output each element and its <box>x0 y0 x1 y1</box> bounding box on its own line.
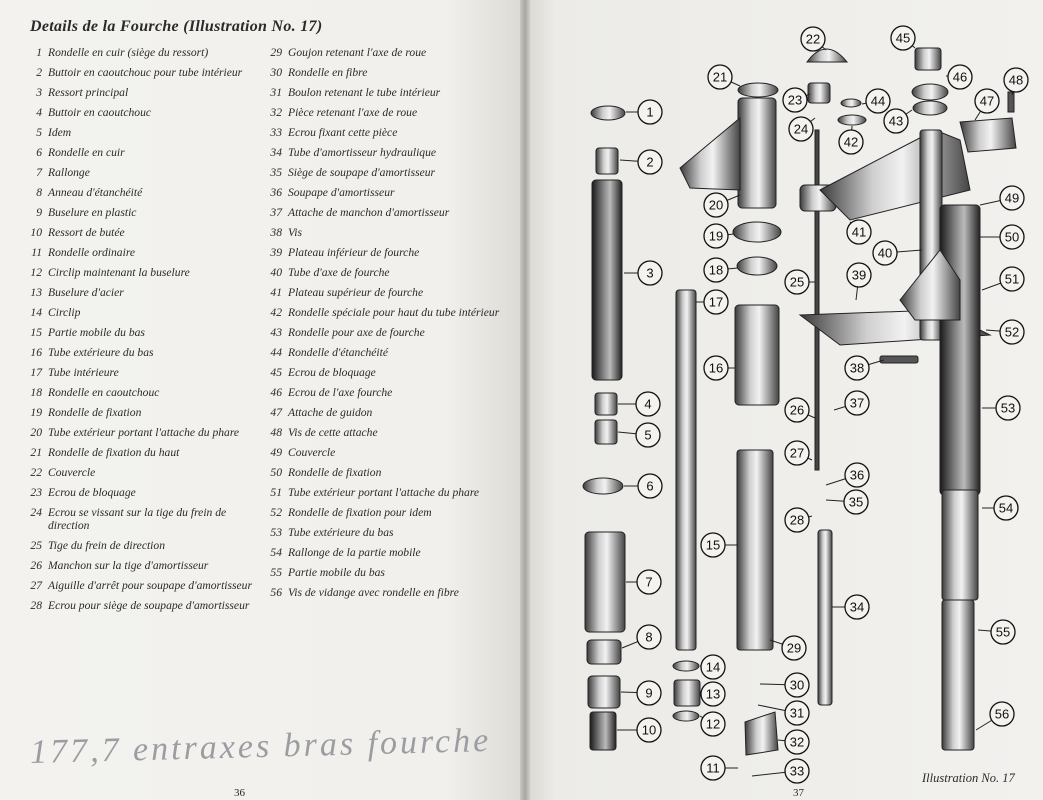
sliding-member <box>737 450 773 650</box>
item-number: 14 <box>30 306 42 319</box>
parts-list-item <box>262 186 512 199</box>
page-number-right: 37 <box>793 787 804 799</box>
callout-label: 11 <box>706 760 720 776</box>
outer-tube <box>940 205 980 495</box>
item-number: 51 <box>270 486 282 499</box>
item-number: 6 <box>36 146 42 159</box>
damper-tube <box>818 530 832 705</box>
callout-label: 10 <box>641 722 657 738</box>
callout-label: 33 <box>789 763 805 779</box>
item-number: 22 <box>30 466 42 479</box>
parts-list-column-1 <box>22 46 254 619</box>
callout-label: 2 <box>646 154 654 170</box>
item-description: Vis de vidange avec rondelle en fibre <box>288 586 459 599</box>
item-description: Circlip <box>48 306 81 319</box>
item-description: Rondelle de fixation <box>48 406 142 419</box>
callout-label: 15 <box>705 537 721 553</box>
item-number: 44 <box>270 346 282 359</box>
item-description: Plateau supérieur de fourche <box>288 286 424 299</box>
item-number: 16 <box>30 346 42 359</box>
callout-label: 24 <box>793 121 809 137</box>
handwritten-note: 177,7 entraxes bras fourche <box>29 721 492 772</box>
parts-list-item <box>22 246 254 259</box>
item-number: 28 <box>30 599 42 612</box>
page-title: Details de la Fourche (Illustration No. 17) <box>30 18 323 35</box>
callout-label: 12 <box>705 716 721 732</box>
item-description: Rondelle en caoutchouc <box>48 386 160 399</box>
item-number: 10 <box>30 226 42 239</box>
wheel-clamp <box>745 712 778 755</box>
callout-label: 34 <box>849 599 865 615</box>
item-description: Tube extérieur portant l'attache du phare <box>288 486 480 499</box>
parts-list-item <box>22 326 254 339</box>
callout-label: 36 <box>849 467 865 483</box>
fixing-washer <box>733 222 781 242</box>
item-number: 20 <box>30 426 42 439</box>
parts-list-item <box>262 326 512 339</box>
item-number: 4 <box>36 106 42 119</box>
callout-label: 54 <box>998 500 1014 516</box>
item-description: Rondelle de fixation <box>288 466 382 479</box>
buffer-small <box>595 393 617 415</box>
item-description: Ecrou pour siège de soupape d'amortisseur <box>48 599 250 612</box>
item-description: Partie mobile du bas <box>288 566 385 579</box>
callout-label: 47 <box>979 93 995 109</box>
item-description: Aiguille d'arrêt pour soupape d'amortisseur <box>48 579 252 592</box>
callout-label: 35 <box>848 494 864 510</box>
rebound-spring <box>590 712 616 750</box>
item-number: 53 <box>270 526 282 539</box>
callout-label: 42 <box>843 134 859 150</box>
headlamp-bracket <box>680 118 740 190</box>
lower-slider <box>942 600 974 750</box>
item-number: 9 <box>36 206 42 219</box>
callout-label: 43 <box>888 113 904 129</box>
callout-label: 13 <box>705 686 721 702</box>
callout-label: 6 <box>646 478 654 494</box>
parts-list-item <box>22 506 254 532</box>
rubber-buffer <box>596 148 618 174</box>
item-description: Rondelle en fibre <box>288 66 368 79</box>
parts-list-item <box>262 566 512 579</box>
parts-list-item <box>262 246 512 259</box>
callout-label: 23 <box>787 92 803 108</box>
item-number: 54 <box>270 546 282 559</box>
parts-list-item <box>22 539 254 552</box>
parts-list-item <box>22 146 254 159</box>
callout-label: 19 <box>708 228 724 244</box>
item-number: 38 <box>270 226 282 239</box>
item-description: Ecrou fixant cette pièce <box>288 126 398 139</box>
item-description: Tube extérieure du bas <box>288 526 394 539</box>
parts-list-item <box>262 506 512 519</box>
fork-exploded-diagram <box>530 0 1043 800</box>
parts-list-item <box>262 86 512 99</box>
callout-label: 39 <box>851 267 867 283</box>
parts-list-item <box>262 486 512 499</box>
item-number: 35 <box>270 166 282 179</box>
inner-tube <box>676 290 696 650</box>
parts-list-item <box>262 106 512 119</box>
item-description: Tube d'axe de fourche <box>288 266 390 279</box>
parts-list-item <box>22 226 254 239</box>
item-number: 19 <box>30 406 42 419</box>
parts-list-item <box>22 206 254 219</box>
item-number: 26 <box>30 559 42 572</box>
parts-list-item <box>262 426 512 439</box>
item-description: Ecrou de bloquage <box>48 486 136 499</box>
parts-list-item <box>262 406 512 419</box>
page-number-left: 36 <box>234 787 245 799</box>
item-description: Tube extérieur portant l'attache du phare <box>48 426 240 439</box>
clamp-screw <box>1008 92 1014 112</box>
parts-list-item <box>22 166 254 179</box>
item-description: Vis <box>288 226 302 239</box>
item-description: Tige du frein de direction <box>48 539 165 552</box>
handlebar-clamp <box>960 118 1016 152</box>
callout-label: 5 <box>644 427 652 443</box>
parts-list-item <box>22 366 254 379</box>
callout-label: 41 <box>851 224 867 240</box>
callout-label: 14 <box>705 659 721 675</box>
callout-label: 32 <box>789 734 805 750</box>
item-description: Rondelle pour axe de fourche <box>288 326 425 339</box>
parts-list-item <box>262 46 512 59</box>
item-number: 18 <box>30 386 42 399</box>
item-number: 3 <box>36 86 42 99</box>
parts-list-item <box>262 286 512 299</box>
stem-nut <box>915 48 941 70</box>
item-number: 55 <box>270 566 282 579</box>
callout-label: 37 <box>849 395 865 411</box>
screw <box>880 356 918 363</box>
item-description: Soupape d'amortisseur <box>288 186 395 199</box>
item-description: Ecrou se vissant sur la tige du frein de direction <box>48 506 227 532</box>
item-description: Manchon sur la tige d'amortisseur <box>48 559 209 572</box>
item-description: Tube d'amortisseur hydraulique <box>288 146 437 159</box>
parts-list-item <box>22 286 254 299</box>
item-description: Ressort de butée <box>48 226 125 239</box>
item-number: 11 <box>31 246 42 259</box>
item-description: Ressort principal <box>48 86 129 99</box>
steel-bush <box>674 680 700 706</box>
callout-label: 9 <box>645 685 653 701</box>
callout-label: 50 <box>1004 229 1020 245</box>
item-description: Rondelle ordinaire <box>48 246 136 259</box>
lock-nut <box>808 83 830 103</box>
item-description: Rallonge <box>48 166 90 179</box>
special-washer <box>838 115 866 125</box>
parts-list-item <box>262 346 512 359</box>
circlip <box>673 661 699 671</box>
parts-list-item <box>262 226 512 239</box>
callout-label: 18 <box>708 262 724 278</box>
item-description: Attache de guidon <box>288 406 373 419</box>
extension-tube <box>585 532 625 632</box>
item-number: 40 <box>270 266 282 279</box>
parts-list-item <box>22 559 254 572</box>
callout-label: 20 <box>708 197 724 213</box>
item-number: 29 <box>270 46 282 59</box>
callout-label: 30 <box>789 677 805 693</box>
parts-list-column-2 <box>262 46 512 606</box>
callout-label: 40 <box>877 245 893 261</box>
parts-list-item <box>22 86 254 99</box>
item-description: Buselure en plastic <box>48 206 137 219</box>
parts-list-item <box>262 206 512 219</box>
item-number: 13 <box>30 286 42 299</box>
circlip-2 <box>673 711 699 721</box>
parts-list-item <box>262 266 512 279</box>
item-description: Tube extérieure du bas <box>48 346 154 359</box>
parts-list-item <box>22 266 254 279</box>
callout-label: 25 <box>789 274 805 290</box>
parts-list-item <box>22 446 254 459</box>
item-number: 31 <box>270 86 282 99</box>
item-number: 45 <box>270 366 282 379</box>
item-number: 46 <box>270 386 282 399</box>
item-number: 36 <box>270 186 282 199</box>
parts-list-item <box>262 586 512 599</box>
main-spring <box>592 180 622 380</box>
item-number: 7 <box>36 166 42 179</box>
item-number: 52 <box>270 506 282 519</box>
parts-list-item <box>262 466 512 479</box>
item-description: Rondelle spéciale pour haut du tube intérieur <box>288 306 500 319</box>
parts-list-item <box>22 466 254 479</box>
callout-label: 48 <box>1008 72 1024 88</box>
callout-label: 28 <box>789 512 805 528</box>
callout-label: 46 <box>952 69 968 85</box>
plastic-bush <box>588 676 620 708</box>
item-description: Siège de soupape d'amortisseur <box>288 166 436 179</box>
item-number: 39 <box>270 246 282 259</box>
item-number: 27 <box>30 579 42 592</box>
oil-seal <box>587 640 621 664</box>
item-description: Couvercle <box>48 466 96 479</box>
item-description: Anneau d'étanchéité <box>48 186 143 199</box>
parts-list-item <box>22 406 254 419</box>
buffer-idem <box>595 420 617 444</box>
item-description: Boulon retenant le tube intérieur <box>288 86 441 99</box>
item-description: Circlip maintenant la buselure <box>48 266 190 279</box>
item-number: 21 <box>30 446 42 459</box>
item-number: 1 <box>36 46 42 59</box>
callout-label: 55 <box>995 624 1011 640</box>
item-number: 5 <box>36 126 42 139</box>
parts-list-item <box>262 446 512 459</box>
callout-label: 16 <box>708 360 724 376</box>
item-number: 12 <box>30 266 42 279</box>
item-number: 23 <box>30 486 42 499</box>
callout-label: 7 <box>645 574 653 590</box>
parts-list-item <box>22 346 254 359</box>
leather-washer <box>591 106 625 120</box>
item-description: Plateau inférieur de fourche <box>288 246 420 259</box>
callout-label: 45 <box>895 30 911 46</box>
item-number: 47 <box>270 406 282 419</box>
rubber-washer <box>737 257 777 275</box>
item-description: Buselure d'acier <box>48 286 124 299</box>
item-number: 32 <box>270 106 282 119</box>
callout-label: 53 <box>1000 400 1016 416</box>
damper-rod <box>815 130 819 470</box>
item-description: Ecrou de l'axe fourche <box>288 386 393 399</box>
callout-label: 1 <box>646 104 654 120</box>
item-number: 2 <box>36 66 42 79</box>
callout-label: 26 <box>789 402 805 418</box>
parts-list-item <box>262 366 512 379</box>
item-description: Pièce retenant l'axe de roue <box>288 106 418 119</box>
item-number: 8 <box>36 186 42 199</box>
parts-list-item <box>262 66 512 79</box>
parts-list-item <box>262 546 512 559</box>
parts-list-item <box>22 66 254 79</box>
parts-list-item <box>22 46 254 59</box>
item-description: Rondelle de fixation du haut <box>48 446 180 459</box>
parts-list-item <box>262 386 512 399</box>
parts-list-item <box>22 186 254 199</box>
parts-list-item <box>262 146 512 159</box>
parts-list-item <box>22 306 254 319</box>
parts-list-item <box>22 426 254 439</box>
item-number: 41 <box>270 286 282 299</box>
parts-list-item <box>22 126 254 139</box>
item-number: 17 <box>30 366 42 379</box>
item-description: Couvercle <box>288 446 336 459</box>
parts-list-item <box>22 599 254 612</box>
item-description: Attache de manchon d'amortisseur <box>288 206 450 219</box>
item-number: 42 <box>270 306 282 319</box>
callout-label: 22 <box>805 31 821 47</box>
item-number: 49 <box>270 446 282 459</box>
item-description: Buttoir en caoutchouc pour tube intérieur <box>48 66 243 79</box>
seal-washer <box>841 99 861 107</box>
item-number: 15 <box>30 326 42 339</box>
parts-list-item <box>262 166 512 179</box>
callout-label: 17 <box>708 294 724 310</box>
top-washer <box>738 83 778 97</box>
slider-extension <box>942 490 978 600</box>
callout-label: 44 <box>870 93 886 109</box>
parts-list-item <box>22 106 254 119</box>
item-description: Idem <box>48 126 72 139</box>
item-number: 30 <box>270 66 282 79</box>
item-description: Rondelle de fixation pour idem <box>288 506 432 519</box>
callout-label: 21 <box>712 69 728 85</box>
item-description: Partie mobile du bas <box>48 326 145 339</box>
item-description: Rondelle en cuir (siège du ressort) <box>48 46 209 59</box>
stem-washer <box>912 84 948 100</box>
item-description: Tube intérieure <box>48 366 119 379</box>
callout-label: 56 <box>994 706 1010 722</box>
callout-label: 51 <box>1004 271 1020 287</box>
item-number: 24 <box>30 506 42 519</box>
parts-list-item <box>262 526 512 539</box>
callout-label: 52 <box>1004 324 1020 340</box>
item-description: Vis de cette attache <box>288 426 378 439</box>
parts-list-item <box>262 306 512 319</box>
item-description: Rallonge de la partie mobile <box>288 546 421 559</box>
item-number: 50 <box>270 466 282 479</box>
item-number: 37 <box>270 206 282 219</box>
item-description: Ecrou de bloquage <box>288 366 376 379</box>
item-description: Buttoir en caoutchouc <box>48 106 152 119</box>
callout-label: 4 <box>644 396 652 412</box>
parts-list-item <box>22 579 254 592</box>
item-number: 33 <box>270 126 282 139</box>
item-number: 48 <box>270 426 282 439</box>
item-number: 56 <box>270 586 282 599</box>
lower-outer-tube <box>735 305 779 405</box>
parts-list-item <box>22 386 254 399</box>
callout-label: 27 <box>789 445 805 461</box>
callout-label: 29 <box>786 640 802 656</box>
callout-label: 49 <box>1004 190 1020 206</box>
parts-list-item <box>22 486 254 499</box>
item-description: Rondelle en cuir <box>48 146 125 159</box>
callout-label: 3 <box>646 265 654 281</box>
item-description: Goujon retenant l'axe de roue <box>288 46 427 59</box>
item-description: Rondelle d'étanchéité <box>288 346 389 359</box>
washer-43 <box>913 101 947 115</box>
parts-list-item <box>262 126 512 139</box>
callout-label: 38 <box>849 360 865 376</box>
illustration-caption: Illustration No. 17 <box>922 771 1015 785</box>
headlamp-tube <box>738 98 776 208</box>
item-number: 34 <box>270 146 282 159</box>
item-number: 43 <box>270 326 282 339</box>
book-gutter <box>520 0 530 800</box>
callout-label: 8 <box>645 629 653 645</box>
leather-washer-2 <box>583 478 623 494</box>
item-number: 25 <box>30 539 42 552</box>
callout-label: 31 <box>789 705 805 721</box>
